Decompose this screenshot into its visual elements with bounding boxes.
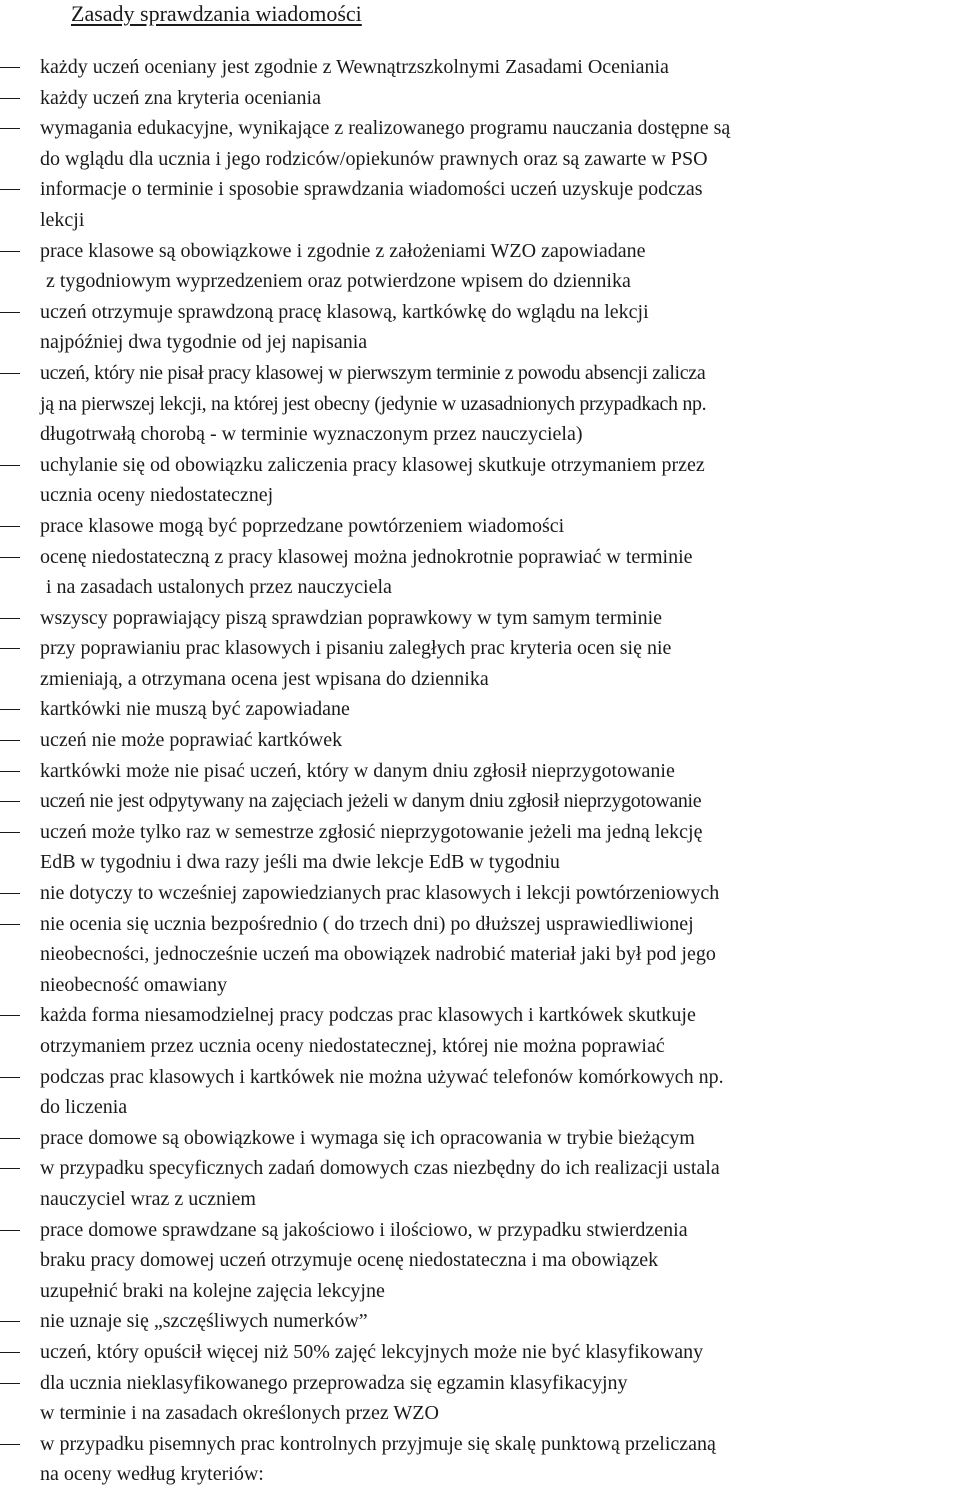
list-item-line: ocenę niedostateczną z pracy klasowej można jednokrotnie poprawiać w terminie [40, 545, 693, 568]
dash-bullet-icon [0, 832, 20, 833]
list-item-line: uczeń może tylko raz w semestrze zgłosić nieprzygotowanie jeżeli ma jedną lekcję [40, 820, 703, 843]
dash-bullet-icon [0, 648, 20, 649]
list-item-line: kartkówki nie muszą być zapowiadane [40, 698, 350, 721]
list-item-line: do liczenia [40, 1096, 128, 1119]
dash-bullet-icon [0, 801, 20, 802]
list-item-line: nieobecność omawiany [40, 973, 228, 996]
list-item-line: najpóźniej dwa tygodnie od jej napisania [40, 331, 368, 354]
dash-bullet-icon [0, 1321, 20, 1322]
dash-bullet-icon [0, 312, 20, 313]
list-item-line: w przypadku pisemnych prac kontrolnych przyjmuje się skalę punktową przeliczaną [40, 1432, 716, 1455]
dash-bullet-icon [0, 771, 20, 772]
list-item-line: dla ucznia nieklasyfikowanego przeprowadza się egzamin klasyfikacyjny [40, 1371, 628, 1394]
list-item [0, 1306, 960, 1337]
list-item [0, 83, 960, 114]
list-item-line: nie ocenia się ucznia bezpośrednio ( do trzech dni) po dłuższej usprawiedliwionej [40, 912, 694, 935]
dash-bullet-icon [0, 893, 20, 894]
list-item [0, 1123, 960, 1154]
list-item [0, 725, 960, 756]
page-title: Zasady sprawdzania wiadomości [71, 1, 362, 26]
list-item-line: nie dotyczy to wcześniej zapowiedzianych prac klasowych i lekcji powtórzeniowych [40, 882, 720, 905]
list-item-line: ucznia oceny niedostatecznej [40, 484, 274, 507]
list-item-line: w terminie i na zasadach określonych przez WZO [40, 1402, 439, 1425]
dash-bullet-icon [0, 1168, 20, 1169]
list-item-line: z tygodniowym wyprzedzeniem oraz potwierdzone wpisem do dziennika [46, 270, 631, 293]
list-item [0, 52, 960, 83]
list-item [0, 174, 960, 235]
list-item-line: lekcji [40, 208, 85, 231]
list-item [0, 878, 960, 909]
dash-bullet-icon [0, 67, 20, 68]
dash-bullet-icon [0, 740, 20, 741]
list-item-line: braku pracy domowej uczeń otrzymuje ocenę niedostateczna i ma obowiązek [40, 1249, 659, 1272]
list-item [0, 694, 960, 725]
list-item-line: nie uznaje się „szczęśliwych numerków” [40, 1310, 368, 1333]
list-item-line: ją na pierwszej lekcji, na której jest obecny (jedynie w uzasadnionych przypadkach np. [40, 392, 707, 415]
list-item [0, 113, 960, 174]
dash-bullet-icon [0, 924, 20, 925]
dash-bullet-icon [0, 189, 20, 190]
list-item-line: uczeń, który nie pisał pracy klasowej w pierwszym terminie z powodu absencji zalicza [40, 361, 706, 384]
dash-bullet-icon [0, 1015, 20, 1016]
list-item-line: uczeń, który opuścił więcej niż 50% zajęć lekcyjnych może nie być klasyfikowany [40, 1340, 704, 1363]
list-item-line: prace klasowe są obowiązkowe i zgodnie z założeniami WZO zapowiadane [40, 239, 646, 262]
list-item [0, 633, 960, 694]
list-item-line: nieobecności, jednocześnie uczeń ma obowiązek nadrobić materiał jaki był pod jego [40, 943, 716, 966]
list-item-line: każdy uczeń zna kryteria oceniania [40, 86, 321, 109]
list-item [0, 603, 960, 634]
list-item-line: uczeń otrzymuje sprawdzoną pracę klasową, kartkówkę do wglądu na lekcji [40, 300, 649, 323]
list-item [0, 1153, 960, 1214]
dash-bullet-icon [0, 526, 20, 527]
rules-list [0, 52, 960, 1490]
list-item [0, 511, 960, 542]
list-item [0, 756, 960, 787]
list-item [0, 1337, 960, 1368]
dash-bullet-icon [0, 1138, 20, 1139]
list-item-line: każdy uczeń oceniany jest zgodnie z Wewnątrzszkolnymi Zasadami Oceniania [40, 56, 669, 78]
list-item [0, 909, 960, 1001]
dash-bullet-icon [0, 1383, 20, 1384]
dash-bullet-icon [0, 618, 20, 619]
dash-bullet-icon [0, 465, 20, 466]
list-item-line: na oceny według kryteriów: [40, 1463, 264, 1486]
dash-bullet-icon [0, 709, 20, 710]
list-item-line: do wglądu dla ucznia i jego rodziców/opiekunów prawnych oraz są zawarte w PSO [40, 147, 708, 170]
list-item-line: EdB w tygodniu i dwa razy jeśli ma dwie lekcje EdB w tygodniu [40, 851, 560, 874]
list-item-line: uchylanie się od obowiązku zaliczenia pracy klasowej skutkuje otrzymaniem przez [40, 453, 705, 476]
list-item-line: prace domowe są obowiązkowe i wymaga się ich opracowania w trybie bieżącym [40, 1126, 695, 1149]
list-item-line: każda forma niesamodzielnej pracy podczas prac klasowych i kartkówek skutkuje [40, 1004, 696, 1027]
list-item-line: wymagania edukacyjne, wynikające z realizowanego programu nauczania dostępne są [40, 117, 731, 140]
dash-bullet-icon [0, 128, 20, 129]
dash-bullet-icon [0, 1352, 20, 1353]
dash-bullet-icon [0, 557, 20, 558]
list-item-line: długotrwałą chorobą - w terminie wyznaczonym przez nauczyciela) [40, 423, 583, 446]
list-item [0, 786, 960, 817]
list-item-line: kartkówki może nie pisać uczeń, który w danym dniu zgłosił nieprzygotowanie [40, 759, 675, 782]
list-item [0, 236, 960, 297]
dash-bullet-icon [0, 251, 20, 252]
list-item-line: wszyscy poprawiający piszą sprawdzian poprawkowy w tym samym terminie [40, 606, 663, 629]
list-item-line: i na zasadach ustalonych przez nauczyciela [46, 576, 392, 599]
dash-bullet-icon [0, 373, 20, 374]
list-item [0, 542, 960, 603]
list-item [0, 297, 960, 358]
list-item [0, 1062, 960, 1123]
list-item-line: przy poprawianiu prac klasowych i pisaniu zaległych prac kryteria ocen się nie [40, 637, 672, 660]
list-item-line: uzupełnić braki na kolejne zajęcia lekcyjne [40, 1279, 385, 1302]
list-item-line: prace domowe sprawdzane są jakościowo i ilościowo, w przypadku stwierdzenia [40, 1218, 688, 1241]
list-item [0, 450, 960, 511]
dash-bullet-icon [0, 98, 20, 99]
list-item-line: podczas prac klasowych i kartkówek nie można używać telefonów komórkowych np. [40, 1065, 724, 1088]
list-item-line: zmieniają, a otrzymana ocena jest wpisana do dziennika [40, 667, 489, 690]
dash-bullet-icon [0, 1444, 20, 1445]
dash-bullet-icon [0, 1230, 20, 1231]
list-item-line: w przypadku specyficznych zadań domowych czas niezbędny do ich realizacji ustala [40, 1157, 720, 1180]
list-item-line: informacje o terminie i sposobie sprawdzania wiadomości uczeń uzyskuje podczas [40, 178, 703, 201]
list-item [0, 1368, 960, 1429]
list-item [0, 1429, 960, 1490]
list-item [0, 1000, 960, 1061]
list-item-line: uczeń nie jest odpytywany na zajęciach jeżeli w danym dniu zgłosił nieprzygotowanie [40, 790, 702, 813]
list-item [0, 817, 960, 878]
list-item [0, 358, 960, 450]
list-item-line: prace klasowe mogą być poprzedzane powtórzeniem wiadomości [40, 514, 565, 537]
dash-bullet-icon [0, 1077, 20, 1078]
list-item [0, 1215, 960, 1307]
list-item-line: nauczyciel wraz z uczniem [40, 1187, 256, 1210]
list-item-line: uczeń nie może poprawiać kartkówek [40, 729, 343, 752]
list-item-line: otrzymaniem przez ucznia oceny niedostatecznej, której nie można poprawiać [40, 1035, 665, 1057]
